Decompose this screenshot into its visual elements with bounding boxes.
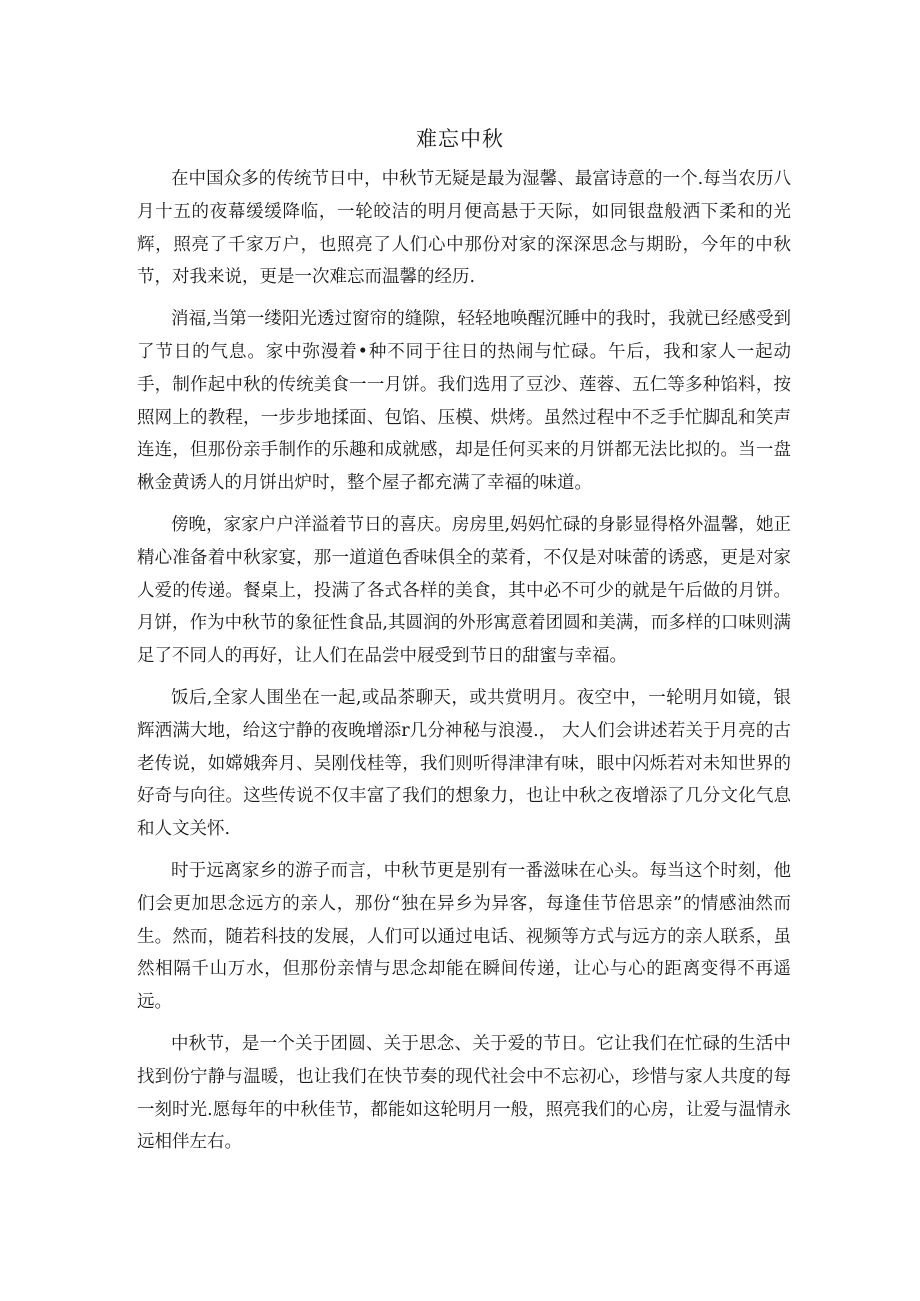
paragraph: 在中国众多的传统节日中，中秋节无疑是最为湿馨、最富诗意的一个.每当农历八月十五的夜幕缓缓降临，一轮皎洁的明月便高悬于天际，如同银盘般洒下柔和的光辉，照亮了千家万户，也照亮了人们心中那份对家的深深思念与期盼，今年的中秋节，对我来说，更是一次难忘而温馨的经历. [137, 169, 791, 288]
paragraph: 消福,当第一缕阳光透过窗帘的缝隙，轻轻地唤醒沉睡中的我时，我就已经感受到了节日的气息。家中弥漫着•种不同于往日的热闹与忙碌。午后，我和家人一起动手，制作起中秋的传统美食一一月饼。我们选用了豆沙、莲蓉、五仁等多种馅料，按照网上的教程，一步步地揉面、包馅、压模、烘烤。虽然过程中不乏手忙脚乱和笑声连连，但那份亲手制作的乐趣和成就感，却是任何买来的月饼都无法比拟的。当一盘楸金黄诱人的月饼出炉时，整个屋子都充满了幸福的味道。 [137, 309, 791, 494]
paragraph: 饭后,全家人围坐在一起,或品茶聊天，或共赏明月。夜空中，一轮明月如镜，银辉洒满大地，给这宁静的夜晚增添r几分神秘与浪漫.， 大人们会讲述若关于月亮的古老传说，如嫦娥奔月、吴刚伐桂等，我们则听得津津有味，眼中闪烁若对未知世界的好奇与向往。这些传说不仅丰富了我们的想象力，也让中秋之夜增添了几分文化气息和人文关怀. [137, 687, 791, 840]
paragraph: 时于远离家乡的游子而言，中秋节更是别有一番滋味在心头。每当这个时刻，他们会更加思念远方的亲人，那份“独在异乡为异客，每逢佳节倍思亲”的情感油然而生。然而，随若科技的发展，人们可以通过电话、视频等方式与远方的亲人联系，虽然相隔千山万水，但那份亲情与思念却能在瞬间传递，让心与心的距离变得不再遥远。 [137, 860, 791, 1013]
document-title: 难忘中秋 [416, 127, 504, 151]
document-body [137, 163, 791, 1168]
paragraph: 傍晚，家家户户洋溢着节日的喜庆。房房里,妈妈忙碌的身影显得格外温馨，她正精心准备着中秋家宴，那一道道色香味俱全的菜肴，不仅是对味蕾的诱惑，更是对家人爱的传递。餐桌上，投满了各式各样的美食，其中必不可少的就是午后做的月饼。月饼，作为中秋节的象征性食品,其圆润的外形寓意着团圆和美满，而多样的口味则满足了不同人的再好，让人们在品尝中屐受到节日的甜蜜与幸福。 [137, 514, 791, 667]
paragraph: 中秋节，是一个关于团圆、关于思念、关于爱的节日。它让我们在忙碌的生活中找到份宁静与温暖，也让我们在快节奏的现代社会中不忘初心，珍惜与家人共度的每一刻时光.愿每年的中秋佳节，都能如这轮明月一般，照亮我们的心房，让爱与温情永远相伴左右。 [137, 1033, 791, 1153]
